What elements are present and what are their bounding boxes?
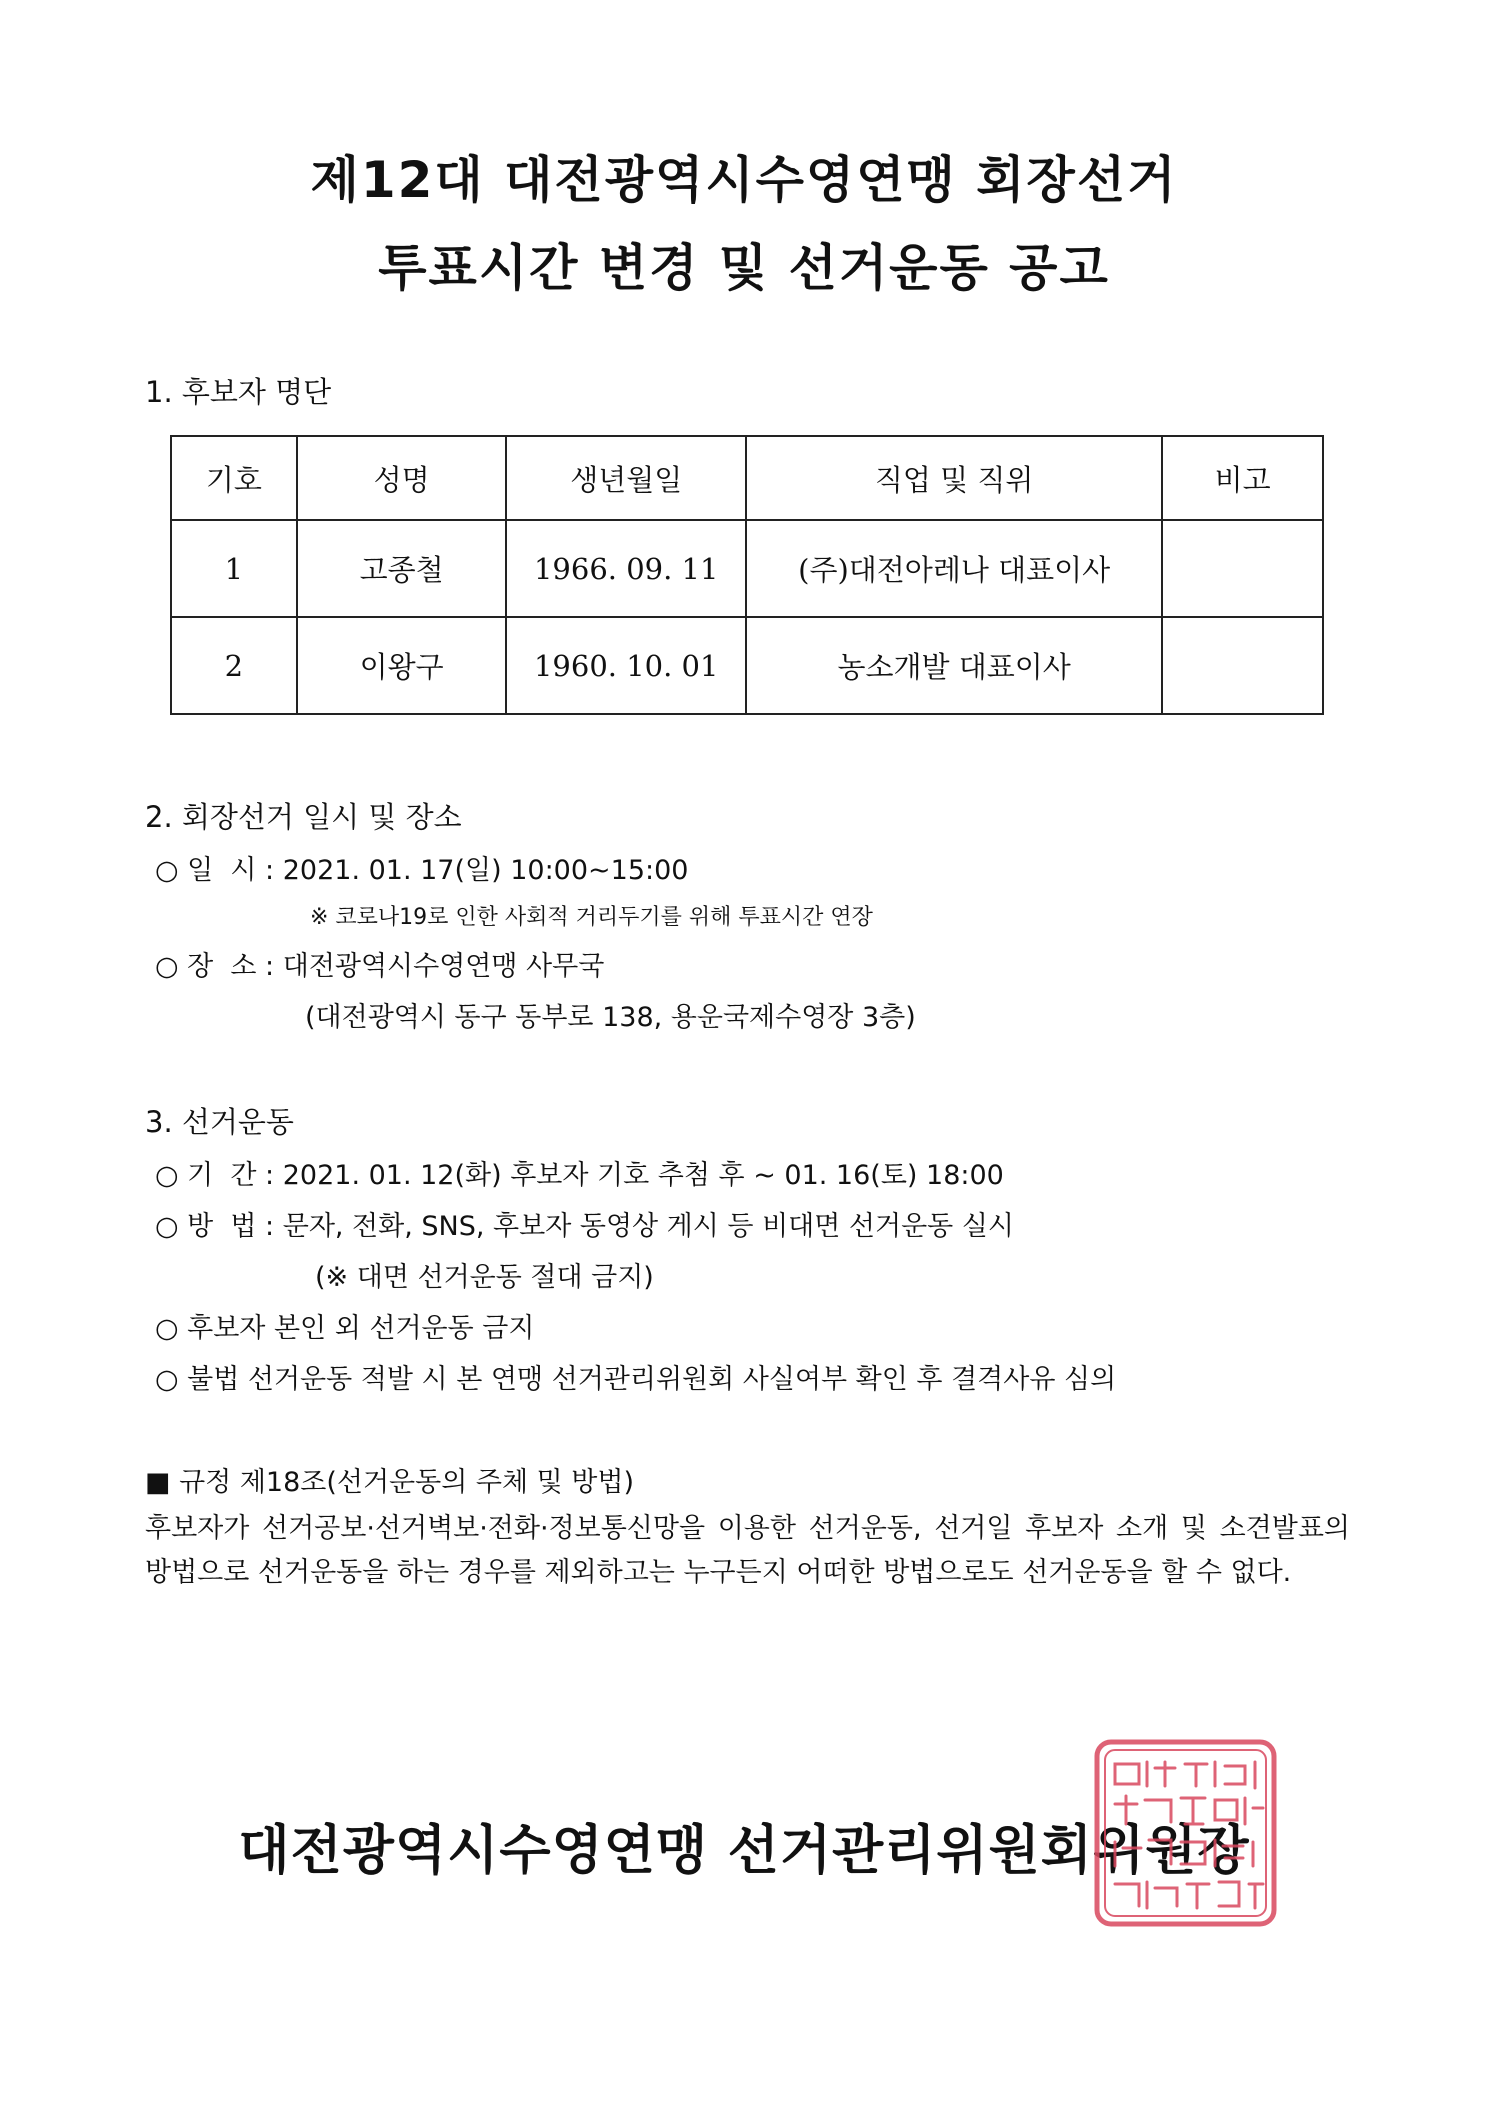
cell-name: 이왕구 [297, 617, 507, 714]
table-row [171, 617, 1323, 714]
cell-birthdate: 1966. 09. 11 [506, 520, 746, 617]
campaign-rule-item: ○ 불법 선거운동 적발 시 본 연맹 선거관리위원회 사실여부 확인 후 결격사유 심의 [155, 1364, 1117, 1395]
column-header: 생년월일 [506, 436, 746, 520]
election-date-note: ※ 코로나19로 인한 사회적 거리두기를 위해 투표시간 연장 [310, 905, 873, 930]
column-header: 기호 [171, 436, 297, 520]
cell-occupation: (주)대전아레나 대표이사 [746, 520, 1162, 617]
column-header: 성명 [297, 436, 507, 520]
regulation-body: 후보자가 선거공보·선거벽보·전화·정보통신망을 이용한 선거운동, 선거일 후보자 소개 및 소견발표의 방법으로 선거운동을 하는 경우를 제외하고는 누구든지 어떠한 방법으로도 선거운동을 할 수 없다. [145, 1513, 1350, 1588]
signature-line: 대전광역시수영연맹 선거관리위원회위원장 [238, 1820, 1250, 1881]
official-seal-icon [1093, 1738, 1278, 1928]
election-place-address: (대전광역시 동구 동부로 138, 용운국제수영장 3층) [305, 1002, 916, 1033]
table-header-row [171, 436, 1323, 520]
table-row [171, 520, 1323, 617]
column-header: 직업 및 직위 [746, 436, 1162, 520]
cell-number: 1 [171, 520, 297, 617]
campaign-method-note: (※ 대면 선거운동 절대 금지) [315, 1262, 654, 1293]
election-place-line: ○ 장 소 : 대전광역시수영연맹 사무국 [155, 951, 605, 982]
cell-number: 2 [171, 617, 297, 714]
section1-heading: 1. 후보자 명단 [145, 375, 332, 409]
campaign-period-line: ○ 기 간 : 2021. 01. 12(화) 후보자 기호 추첨 후 ~ 01. 16(토) 18:00 [155, 1160, 1004, 1191]
document-title-line1: 제12대 대전광역시수영연맹 회장선거 [310, 151, 1178, 209]
document-title-line2: 투표시간 변경 및 선거운동 공고 [378, 239, 1110, 297]
cell-remarks [1162, 617, 1323, 714]
section3-heading: 3. 선거운동 [145, 1105, 294, 1139]
regulation-heading: ■ 규정 제18조(선거운동의 주체 및 방법) [145, 1467, 634, 1498]
election-date-line: ○ 일 시 : 2021. 01. 17(일) 10:00~15:00 [155, 855, 689, 886]
cell-birthdate: 1960. 10. 01 [506, 617, 746, 714]
campaign-method-line: ○ 방 법 : 문자, 전화, SNS, 후보자 동영상 게시 등 비대면 선거운동 실시 [155, 1211, 1015, 1242]
cell-remarks [1162, 520, 1323, 617]
campaign-rule-item: ○ 후보자 본인 외 선거운동 금지 [155, 1313, 535, 1344]
candidate-table [170, 435, 1324, 715]
section2-heading: 2. 회장선거 일시 및 장소 [145, 800, 462, 834]
cell-occupation: 농소개발 대표이사 [746, 617, 1162, 714]
cell-name: 고종철 [297, 520, 507, 617]
column-header: 비고 [1162, 436, 1323, 520]
